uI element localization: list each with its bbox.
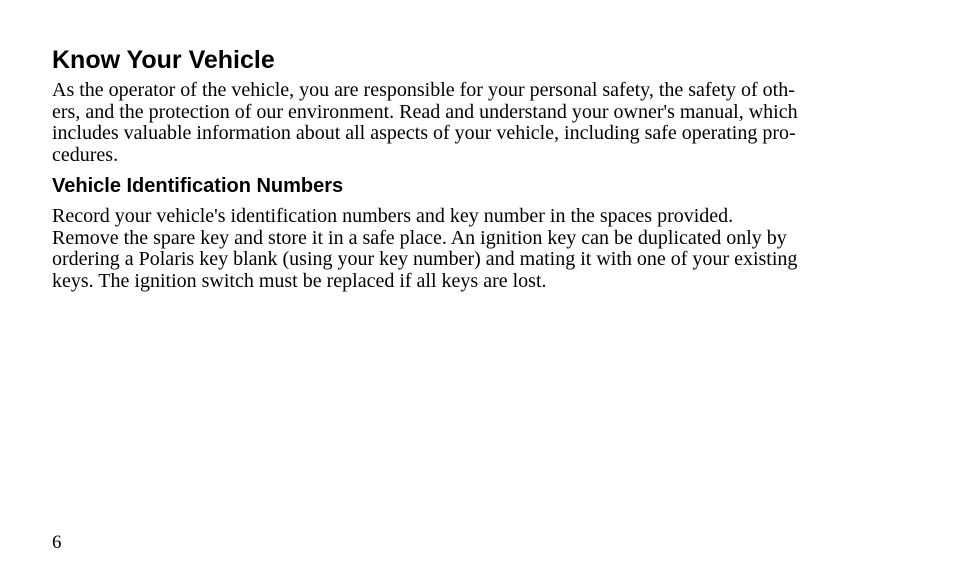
subsection-title: Vehicle Identification Numbers [52, 175, 344, 197]
intro-line: ers, and the protection of our environment. Read and understand your owner's manual, which [52, 100, 798, 123]
page-number: 6 [52, 532, 62, 553]
vin-line: Remove the spare key and store it in a safe place. An ignition key can be duplicated only by [52, 226, 787, 249]
vin-line: keys. The ignition switch must be replaced if all keys are lost. [52, 269, 547, 292]
vin-line: Record your vehicle's identification numbers and key number in the spaces provided. [52, 205, 734, 227]
intro-line: cedures. [52, 143, 119, 166]
section-title: Know Your Vehicle [52, 46, 275, 74]
vin-paragraph [52, 206, 797, 292]
intro-line: includes valuable information about all aspects of your vehicle, including safe operating pro- [52, 122, 796, 144]
intro-paragraph [52, 80, 798, 166]
vin-line: ordering a Polaris key blank (using your key number) and mating it with one of your existing [52, 248, 798, 270]
intro-line: As the operator of the vehicle, you are responsible for your personal safety, the safety of oth- [52, 79, 795, 101]
